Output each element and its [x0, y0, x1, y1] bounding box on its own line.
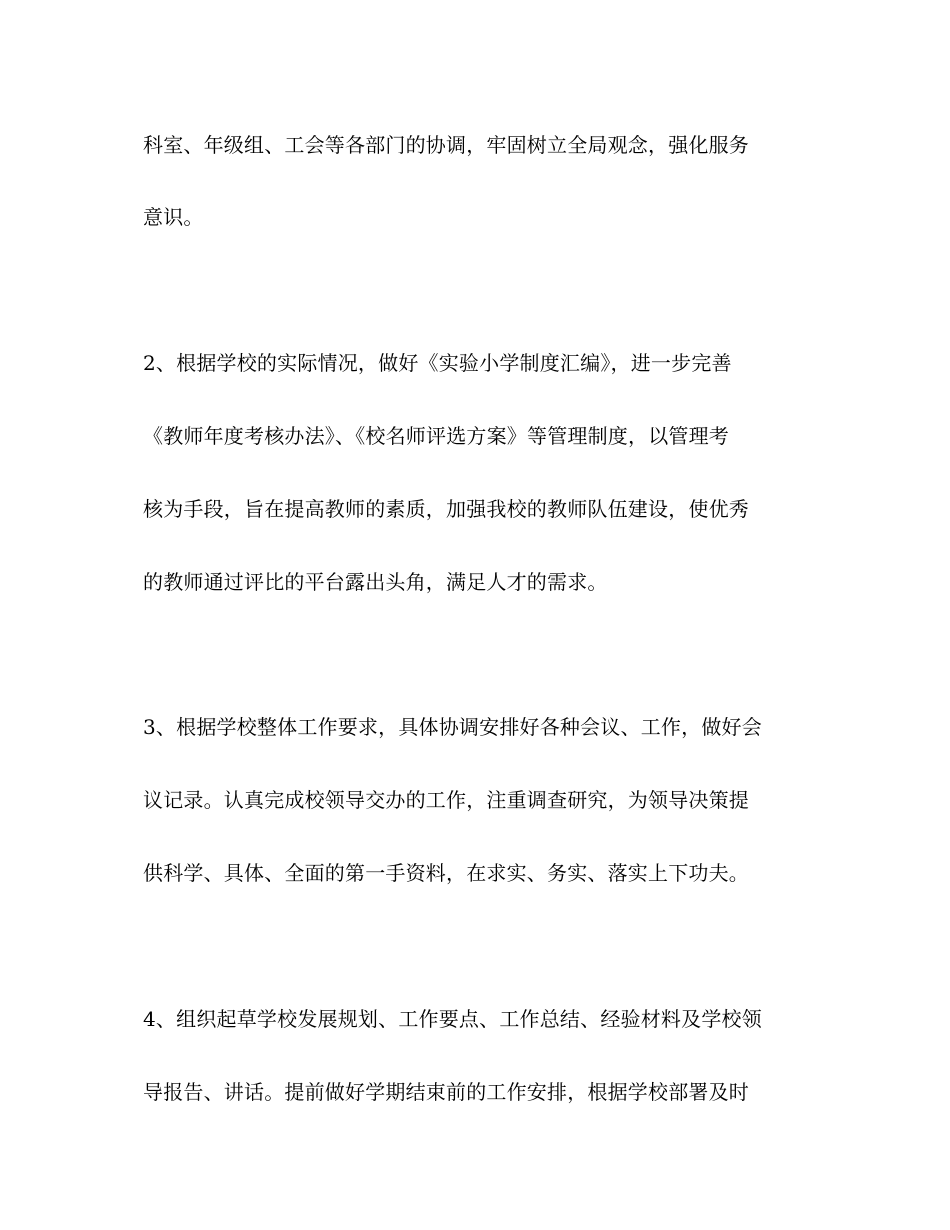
- paragraph-2-line-1: 2、根据学校的实际情况，做好《实验小学制度汇编》，进一步完善: [143, 351, 732, 375]
- paragraph-2-line-3: 核为手段，旨在提高教师的素质，加强我校的教师队伍建设，使优秀: [143, 497, 749, 521]
- paragraph-1-line-1: 科室、年级组、工会等各部门的协调，牢固树立全局观念，强化服务: [143, 133, 749, 157]
- paragraph-1-line-2: 意识。: [143, 205, 204, 229]
- paragraph-3-line-3: 供科学、具体、全面的第一手资料，在求实、务实、落实上下功夫。: [143, 861, 749, 885]
- paragraph-4-line-2: 导报告、讲话。提前做好学期结束前的工作安排，根据学校部署及时: [143, 1080, 749, 1104]
- paragraph-2-line-2: 《教师年度考核办法》、《校名师评选方案》等管理制度，以管理考: [143, 424, 729, 448]
- paragraph-3-line-1: 3、根据学校整体工作要求，具体协调安排好各种会议、工作，做好会: [143, 715, 762, 739]
- paragraph-2-line-4: 的教师通过评比的平台露出头角，满足人才的需求。: [143, 570, 608, 594]
- paragraph-4-line-1: 4、组织起草学校发展规划、工作要点、工作总结、经验材料及学校领: [143, 1007, 762, 1031]
- paragraph-3-line-2: 议记录。认真完成校领导交办的工作，注重调查研究，为领导决策提: [143, 788, 749, 812]
